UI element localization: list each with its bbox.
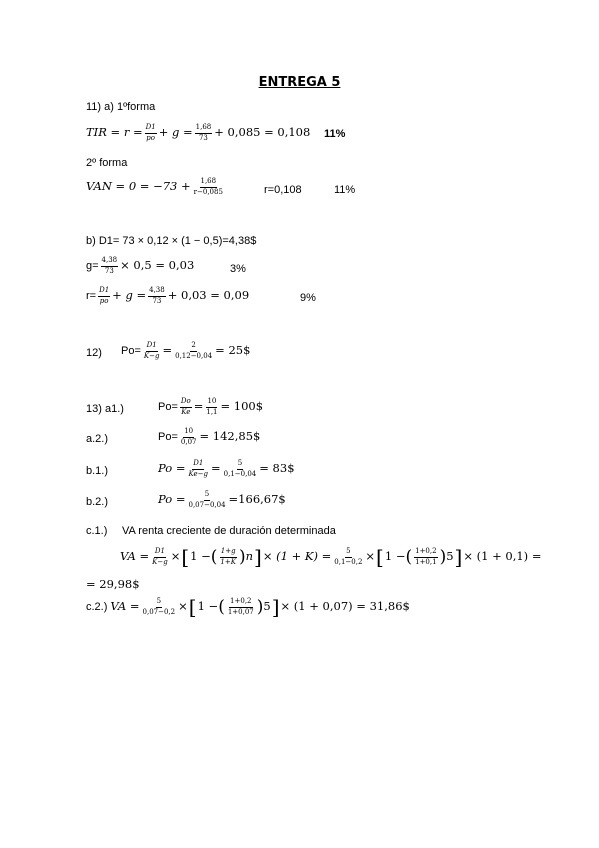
page-title: ENTREGA 5 — [258, 75, 341, 90]
g-lhs: g= — [86, 259, 99, 272]
c1-va: VA = — [120, 549, 150, 564]
van-r-value: r=0,108 — [264, 184, 302, 196]
b1-po: Po = — [158, 461, 186, 476]
frac-den: 1+0,1 — [415, 557, 437, 566]
frac-num: 10 — [206, 398, 217, 408]
frac-den: 0,07 — [180, 437, 197, 446]
a2-po: Po= — [158, 430, 178, 443]
q13-a1-equation — [158, 398, 263, 416]
q13-b1-label: b.1.) — [86, 465, 109, 477]
van-lhs: VAN = 0 = −73 + — [86, 179, 191, 194]
fraction-102-101 — [414, 548, 437, 566]
frac-num: 5 — [204, 491, 210, 501]
exponent-5: 5 — [446, 549, 454, 564]
frac-den: 1+K — [220, 557, 236, 566]
tir-plus-g: + g = — [158, 125, 193, 140]
frac-num: 1,68 — [200, 178, 218, 188]
r-percentage: 9% — [300, 292, 316, 304]
close-bracket: ] — [271, 595, 280, 619]
q11-a-heading: 11) a) 1ºforma — [86, 101, 156, 113]
frac-num: D1 — [98, 287, 110, 297]
q11-b-heading: b) D1= 73 × 0,12 × (1 − 0,5)=4,38$ — [86, 235, 257, 247]
frac-den: 0,1−0,2 — [334, 557, 363, 566]
van-equation — [86, 178, 226, 196]
c1-one-minus: 1 − — [190, 549, 211, 564]
frac-den: Ke — [181, 407, 191, 416]
forma2-heading: 2º forma — [86, 157, 128, 169]
frac-den: 73 — [198, 133, 208, 142]
frac-den: 1,1 — [206, 407, 218, 416]
q13-a2-label: a.2.) — [86, 433, 109, 445]
open-paren: ( — [405, 546, 413, 567]
frac-num: D1 — [192, 460, 204, 470]
open-paren: ( — [210, 546, 218, 567]
frac-num: 10 — [183, 428, 194, 438]
close-paren: ) — [238, 546, 246, 567]
fraction-5-c2 — [142, 598, 177, 616]
r-mid: + g = — [112, 288, 147, 303]
tir-equation — [86, 124, 310, 142]
c1-tail: × (1 + 0,1) = — [463, 549, 542, 564]
q12-result: = 25$ — [215, 343, 251, 358]
c2-equation — [86, 597, 410, 617]
r-tail: + 0,03 = 0,09 — [167, 288, 250, 303]
c2-label: c.2.) — [86, 600, 108, 613]
frac-den: 73 — [152, 296, 162, 305]
fraction-438-73 — [101, 257, 119, 275]
open-paren: ( — [218, 596, 225, 617]
tir-tail: + 0,085 = 0,108 — [214, 125, 311, 140]
frac-num: D1 — [154, 548, 166, 558]
exponent-5: 5 — [263, 599, 271, 614]
b1-result: = 83$ — [259, 461, 295, 476]
c2-va: VA = — [110, 599, 140, 614]
fraction-10-007 — [180, 428, 198, 446]
fraction-d1-kg — [151, 548, 169, 566]
c1-times-2: × — [365, 549, 376, 564]
close-paren: ) — [256, 596, 264, 617]
frac-den: 0,07−0,04 — [188, 500, 226, 509]
tir-percentage: 11% — [324, 128, 346, 140]
frac-den: po — [99, 296, 109, 305]
frac-den: K−g — [143, 351, 160, 360]
fraction-5-b2 — [188, 491, 227, 509]
c1-times: × — [170, 549, 181, 564]
frac-den: Ke−g — [188, 469, 209, 478]
b2-po: Po = — [158, 492, 186, 507]
q13-b2-label: b.2.) — [86, 496, 109, 508]
tir-lhs: TIR = r = — [86, 125, 143, 140]
q13-a2-equation — [158, 428, 260, 446]
fraction-do-ke — [180, 398, 192, 416]
fraction-438-73 — [148, 287, 166, 305]
q13-c1-label: c.1.) — [86, 525, 108, 537]
q12-eq: = — [162, 343, 173, 358]
frac-den: po — [146, 133, 155, 142]
frac-num: 2 — [190, 342, 196, 352]
exponent-n: n — [245, 549, 254, 564]
frac-num: D1 — [145, 124, 157, 134]
q12-equation — [121, 342, 250, 360]
frac-num: 5 — [345, 548, 351, 558]
c1-equation — [120, 547, 541, 567]
g-percentage: 3% — [230, 263, 246, 275]
fraction-168-73 — [195, 124, 213, 142]
fraction-d1-po — [145, 124, 157, 142]
close-bracket: ] — [454, 545, 463, 569]
q12-po: Po= — [121, 344, 141, 357]
frac-den: 0,12−0,04 — [175, 351, 213, 360]
close-bracket: ] — [254, 545, 262, 569]
fraction-5-b1 — [223, 460, 258, 478]
c1-one-minus-2: 1 − — [384, 549, 406, 564]
g-tail: × 0,5 = 0,03 — [120, 258, 195, 273]
q13-c1-description: VA renta creciente de duración determinada — [122, 525, 336, 537]
open-bracket: [ — [188, 595, 197, 619]
frac-num: 5 — [156, 598, 162, 608]
b2-result: =166,67$ — [228, 492, 286, 507]
frac-den: 0,1−0,04 — [223, 469, 257, 478]
b1-eq: = — [211, 461, 221, 476]
fraction-d1-kg — [143, 342, 161, 360]
frac-den: 0,07−0,2 — [142, 607, 176, 616]
close-paren: ) — [439, 546, 447, 567]
frac-num: 1,68 — [195, 124, 213, 134]
q13-a1-label: 13) a1.) — [86, 403, 124, 415]
a2-result: = 142,85$ — [199, 429, 261, 444]
a1-eq: = — [193, 399, 204, 414]
r-lhs: r= — [86, 289, 97, 302]
frac-num: Do — [180, 398, 192, 408]
fraction-168-r — [193, 178, 224, 196]
r-equation — [86, 287, 249, 305]
q12-label: 12) — [86, 347, 102, 359]
fraction-1g-1k — [219, 548, 237, 566]
a1-po: Po= — [158, 400, 178, 413]
a1-result: = 100$ — [220, 399, 264, 414]
frac-num: 5 — [237, 460, 243, 470]
open-bracket: [ — [376, 545, 384, 569]
c1-mid: × (1 + K) = — [262, 549, 332, 564]
c2-tail: × (1 + 0,07) = 31,86$ — [280, 599, 410, 614]
frac-num: 4,38 — [148, 287, 166, 297]
g-equation — [86, 257, 194, 275]
fraction-d1-keg — [188, 460, 210, 478]
c2-times: × — [178, 599, 188, 614]
c2-one-minus: 1 − — [197, 599, 219, 614]
frac-den: r−0,085 — [193, 187, 223, 196]
open-bracket: [ — [181, 545, 190, 569]
q13-b1-equation — [158, 460, 295, 478]
fraction-d1-po — [98, 287, 110, 305]
q13-b2-equation — [158, 491, 286, 509]
frac-num: 1+g — [220, 548, 237, 558]
fraction-10-11 — [205, 398, 218, 416]
van-percentage: 11% — [334, 184, 356, 196]
frac-num: 4,38 — [101, 257, 119, 267]
frac-num: 1+0,2 — [229, 598, 252, 608]
frac-num: 1+0,2 — [414, 548, 437, 558]
frac-num: D1 — [146, 342, 158, 352]
fraction-2-den — [174, 342, 213, 360]
frac-den: K−g — [152, 557, 168, 566]
fraction-102-1007 — [227, 598, 255, 616]
fraction-5-c1 — [333, 548, 363, 566]
frac-den: 73 — [104, 266, 114, 275]
c1-result: = 29,98$ — [86, 577, 140, 591]
frac-den: 1+0,07 — [227, 607, 254, 616]
